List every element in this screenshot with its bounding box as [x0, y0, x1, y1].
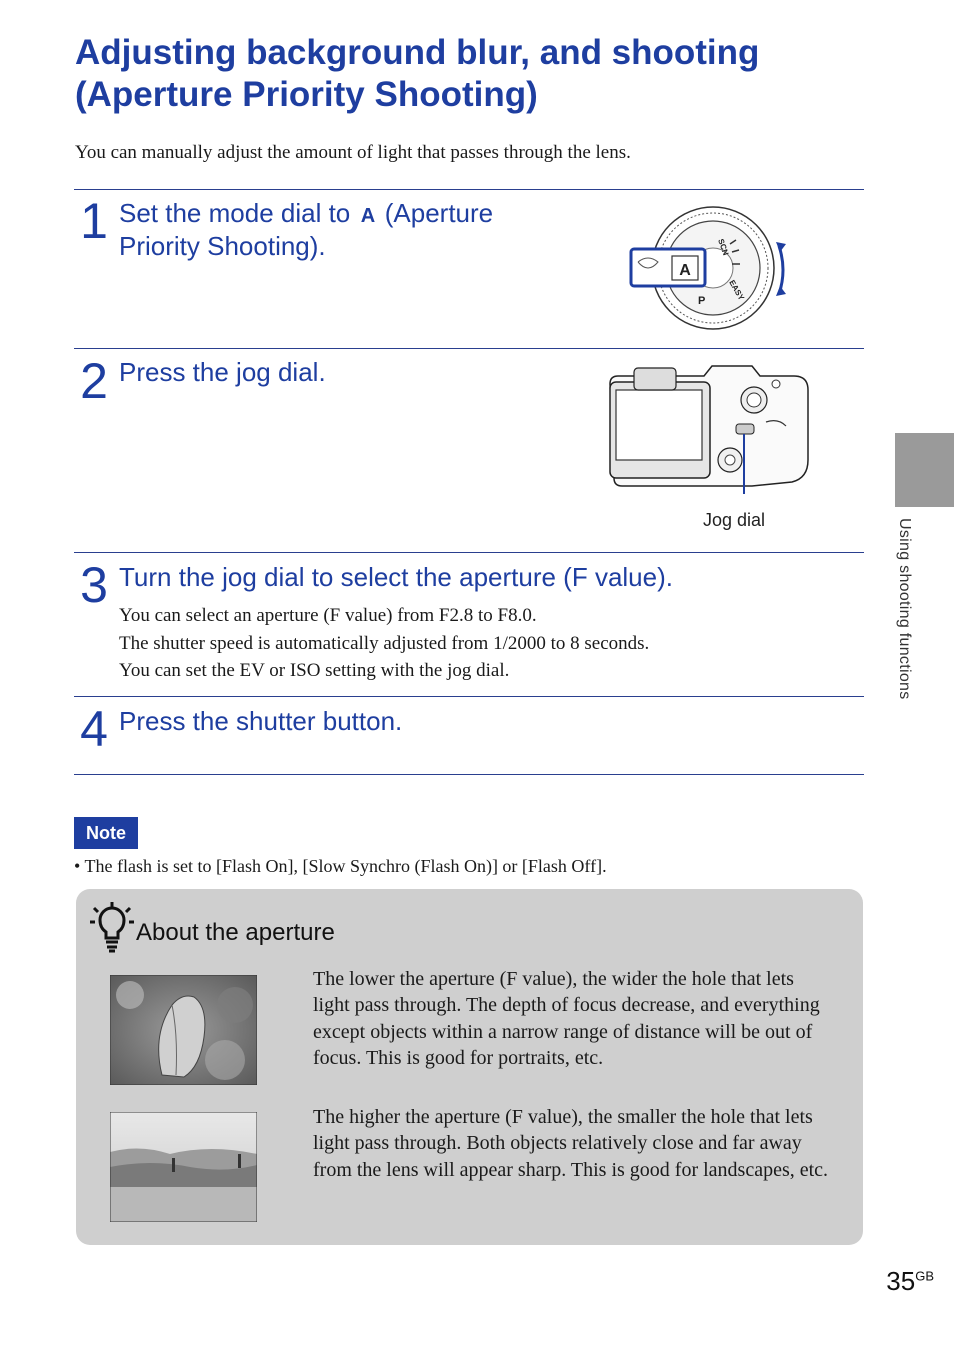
note-item: • The flash is set to [Flash On], [Slow Synchro (Flash On)] or [Flash Off]. — [74, 856, 607, 876]
tip-title: About the aperture — [136, 919, 335, 946]
tip-high-aperture-text: The higher the aperture (F value), the smaller the hole that lets light pass through. Both objects relatively close and far away from the lens will appear sharp. This is good for landscapes, etc. — [313, 1106, 829, 1181]
divider — [74, 696, 864, 697]
hint-bulb-icon — [88, 900, 136, 954]
note-label: Note — [74, 817, 138, 849]
page-number — [886, 1266, 934, 1297]
step-1-number: 1 — [80, 193, 108, 249]
section-label: Using shooting functions — [896, 518, 913, 700]
step-4-number: 4 — [80, 701, 108, 757]
step-3-line: You can select an aperture (F value) from F2.8 to F8.0. — [119, 605, 537, 626]
step-2-number: 2 — [80, 353, 108, 409]
step-1-title-end: (Aperture Priority Shooting). — [119, 198, 494, 261]
tip-low-aperture-text: The lower the aperture (F value), the wider the hole that lets light pass through. The depth of focus decrease, and everything except objects within a narrow range of distance will be out of focus. This is good for portraits, etc. — [313, 968, 820, 1069]
jog-dial-caption: Jog dial — [703, 510, 766, 530]
intro-text: You can manually adjust the amount of light that passes through the lens. — [75, 142, 631, 163]
dial-a-label: A — [679, 262, 691, 279]
page-number-suffix: GB — [915, 1268, 934, 1284]
step-4-title: Press the shutter button. — [119, 706, 403, 736]
step-3-number: 3 — [80, 557, 108, 613]
step-1-title — [119, 197, 539, 263]
mode-dial-illustration — [626, 206, 798, 332]
dial-p-label: P — [698, 295, 706, 307]
step-3-line: The shutter speed is automatically adjusted from 1/2000 to 8 seconds. — [119, 632, 650, 654]
step-3-title: Turn the jog dial to select the aperture (F value). — [119, 562, 673, 592]
divider — [74, 552, 864, 553]
section-tab — [895, 433, 954, 507]
page-title: Adjusting background blur, and shooting (Aperture Priority Shooting) — [75, 33, 760, 114]
page-number-value: 35 — [886, 1266, 916, 1296]
divider — [74, 189, 864, 190]
step-2-title: Press the jog dial. — [119, 357, 326, 387]
tulip-photo — [110, 975, 257, 1085]
aperture-mode-icon — [358, 203, 378, 225]
step-3-body — [119, 602, 649, 685]
dial-easy-label: EASY — [727, 278, 746, 302]
aperture-mode-letter: A — [360, 205, 375, 225]
step-1-title-start: Set the mode dial to — [119, 198, 351, 228]
step-3-line: You can set the EV or ISO setting with the jog dial. — [119, 660, 510, 681]
divider — [74, 348, 864, 349]
divider — [74, 774, 864, 775]
landscape-photo — [110, 1112, 257, 1222]
camera-illustration — [606, 364, 810, 496]
dial-scn-label: SCN — [716, 237, 731, 257]
